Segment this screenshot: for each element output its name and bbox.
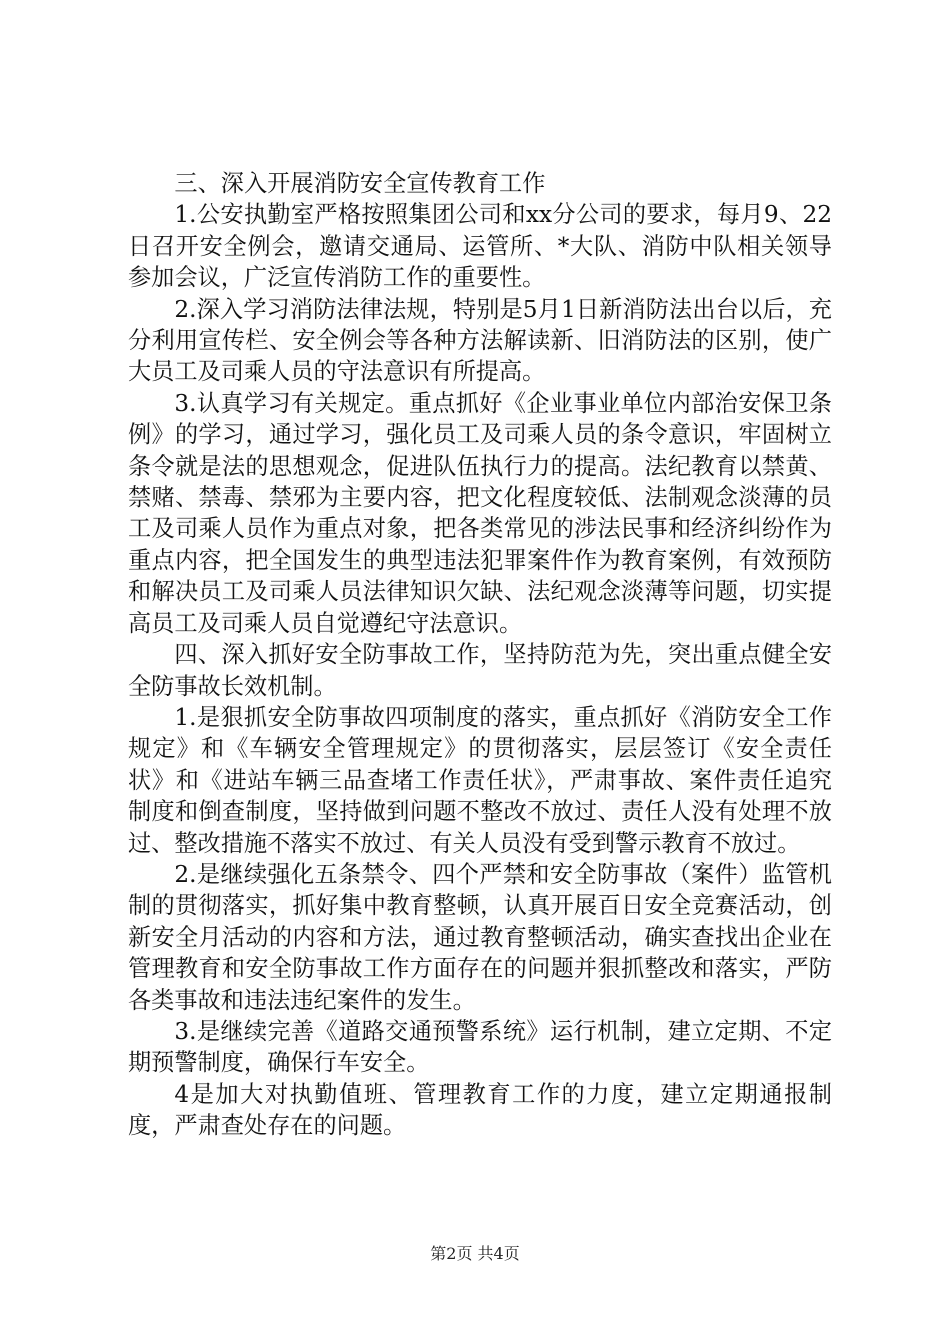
- paragraph: 4是加大对执勤值班、管理教育工作的力度，建立定期通报制度，严肃查处存在的问题。: [128, 1080, 832, 1140]
- paragraph: 1.是狠抓安全防事故四项制度的落实，重点抓好《消防安全工作规定》和《车辆安全管理规定》的贯彻落实，层层签订《安全责任状》和《进站车辆三品查堵工作责任状》，严肃事故、案件责任追究制度和倒查制度，坚持做到问题不整改不放过、责任人没有处理不放过、整改措施不落实不放过、有关人员没有受到警示教育不放过。: [128, 703, 832, 857]
- section-heading-4: 四、深入抓好安全防事故工作，坚持防范为先，突出重点健全安全防事故长效机制。: [128, 641, 832, 700]
- paragraph: 2.深入学习消防法律法规，特别是5月1日新消防法出台以后，充分利用宣传栏、安全例会等各种方法解读新、旧消防法的区别，使广大员工及司乘人员的守法意识有所提高。: [128, 295, 832, 386]
- page-number-footer: 第2页 共4页: [430, 1244, 520, 1263]
- paragraph: 1.公安执勤室严格按照集团公司和xx分公司的要求，每月9、22日召开安全例会，邀请交通局、运管所、*大队、消防中队相关领导参加会议，广泛宣传消防工作的重要性。: [128, 201, 832, 292]
- section-heading-3: 三、深入开展消防安全宣传教育工作: [174, 170, 546, 197]
- paragraph: 3.认真学习有关规定。重点抓好《企业事业单位内部治安保卫条例》的学习，通过学习，强化员工及司乘人员的条令意识，牢固树立条令就是法的思想观念，促进队伍执行力的提高。法纪教育以禁黄、禁赌、禁毒、禁邪为主要内容，把文化程度较低、法制观念淡薄的员工及司乘人员作为重点对象，把各类常见的涉法民事和经济纠纷作为重点内容，把全国发生的典型违法犯罪案件作为教育案例，有效预防和解决员工及司乘人员法律知识欠缺、法纪观念淡薄等问题，切实提高员工及司乘人员自觉遵纪守法意识。: [128, 389, 832, 637]
- document-body: [128, 168, 832, 1142]
- paragraph: 2.是继续强化五条禁令、四个严禁和安全防事故（案件）监管机制的贯彻落实，抓好集中教育整顿，认真开展百日安全竞赛活动，创新安全月活动的内容和方法，通过教育整顿活动，确实查找出企业在管理教育和安全防事故工作方面存在的问题并狠抓整改和落实，严防各类事故和违法违纪案件的发生。: [128, 860, 832, 1014]
- paragraph: 3.是继续完善《道路交通预警系统》运行机制，建立定期、不定期预警制度，确保行车安全。: [128, 1017, 832, 1077]
